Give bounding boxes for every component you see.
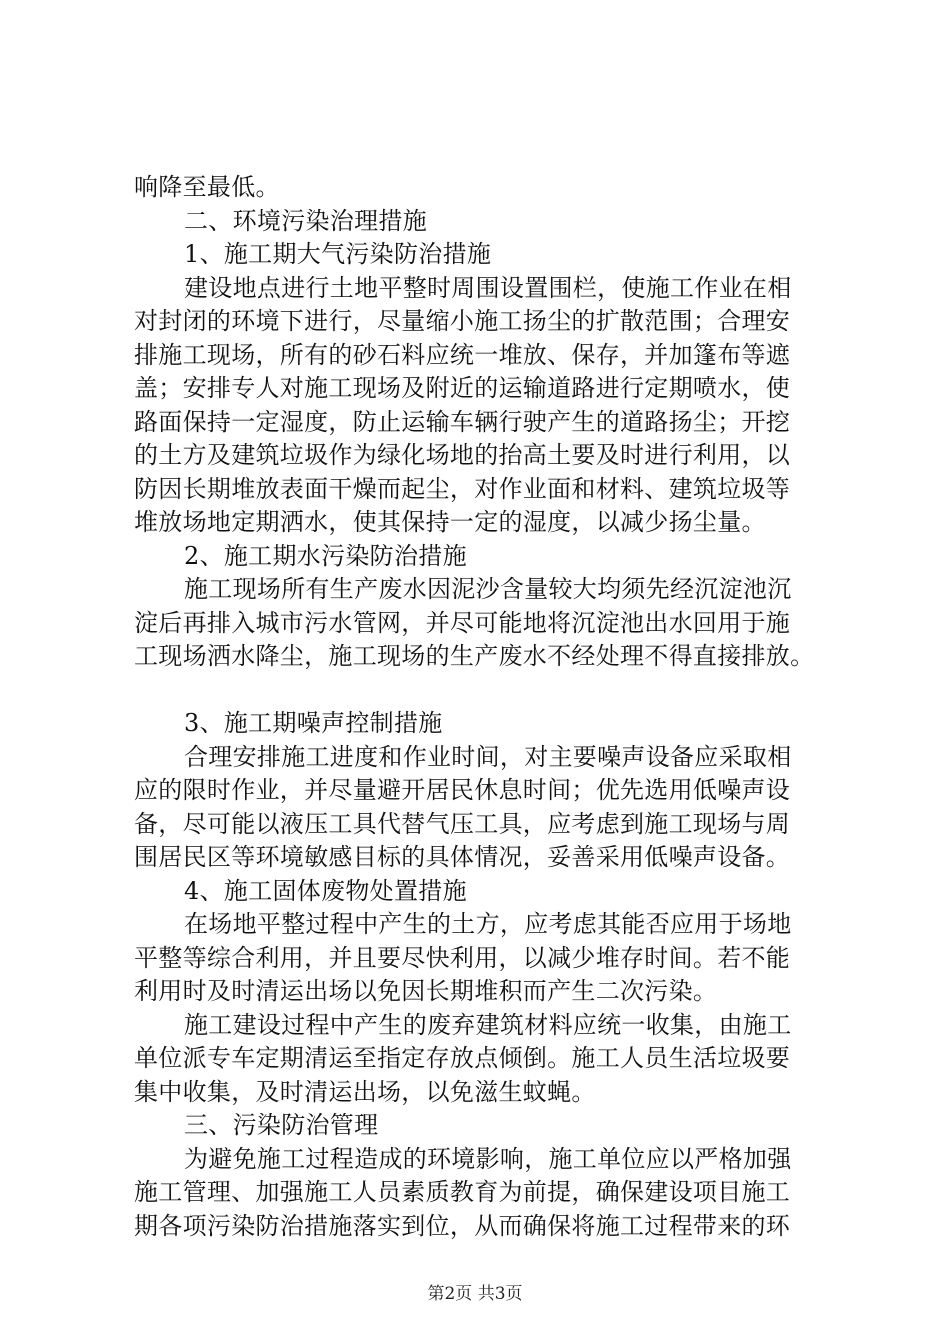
body-line: 淀后再排入城市污水管网，并尽可能地将沉淀池出水回用于施 [134, 608, 791, 637]
body-line: 防因长期堆放表面干燥而起尘，对作业面和材料、建筑垃圾等 [134, 474, 791, 503]
subsection-heading: 4、施工固体废物处置措施 [184, 876, 467, 905]
body-line: 期各项污染防治措施落实到位，从而确保将施工过程带来的环 [134, 1211, 791, 1240]
body-line: 应的限时作业，并尽量避开居民休息时间；优先选用低噪声设 [134, 776, 791, 804]
body-line: 集中收集，及时清运出场，以免滋生蚊蝇。 [134, 1077, 596, 1106]
body-line: 对封闭的环境下进行，尽量缩小施工扬尘的扩散范围；合理安 [134, 307, 791, 335]
page-footer [0, 1283, 950, 1305]
page-number: 第2页 共3页 [427, 1284, 523, 1304]
body-line: 平整等综合利用，并且要尽快利用，以减少堆存时间。若不能 [134, 943, 791, 972]
body-line: 施工管理、加强施工人员素质教育为前提，确保建设项目施工 [134, 1178, 791, 1206]
body-line: 利用时及时清运出场以免因长期堆积而产生二次污染。 [134, 977, 718, 1005]
body-line: 建设地点进行土地平整时周围设置围栏，使施工作业在相 [184, 273, 792, 302]
body-line: 施工现场所有生产废水因泥沙含量较大均须先经沉淀池沉 [184, 575, 792, 603]
section-heading: 三、污染防治管理 [184, 1111, 379, 1139]
subsection-heading: 1、施工期大气污染防治措施 [184, 240, 492, 268]
blank-line [134, 674, 850, 708]
body-line: 路面保持一定湿度，防止运输车辆行驶产生的道路扬尘；开挖 [134, 407, 791, 436]
body-line: 在场地平整过程中产生的土方，应考虑其能否应用于场地 [184, 910, 792, 938]
subsection-heading: 3、施工期噪声控制措施 [184, 709, 443, 737]
body-line: 排施工现场，所有的砂石料应统一堆放、保存，并加篷布等遮 [134, 340, 791, 369]
body-line: 为避免施工过程造成的环境影响，施工单位应以严格加强 [184, 1144, 792, 1173]
body-line: 响降至最低。 [134, 173, 280, 201]
body-line: 堆放场地定期洒水，使其保持一定的湿度，以减少扬尘量。 [134, 508, 766, 536]
subsection-heading: 2、施工期水污染防治措施 [184, 541, 467, 570]
body-line: 单位派专车定期清运至指定存放点倾倒。施工人员生活垃圾要 [134, 1044, 791, 1072]
body-line: 合理安排施工进度和作业时间，对主要噪声设备应采取相 [184, 742, 792, 771]
body-line: 施工建设过程中产生的废弃建筑材料应统一收集，由施工 [184, 1010, 792, 1039]
body-line: 的土方及建筑垃圾作为绿化场地的抬高土要及时进行利用，以 [134, 441, 791, 469]
document-body [134, 171, 850, 1243]
body-line: 备，尽可能以液压工具代替气压工具，应考虑到施工现场与周 [134, 809, 791, 838]
body-line: 盖；安排专人对施工现场及附近的运输道路进行定期喷水，使 [134, 374, 791, 402]
section-heading: 二、环境污染治理措施 [184, 206, 427, 235]
body-line: 围居民区等环境敏感目标的具体情况，妥善采用低噪声设备。 [134, 843, 791, 871]
body-line: 工现场洒水降尘，施工现场的生产废水不经处理不得直接排放。 [134, 642, 815, 670]
